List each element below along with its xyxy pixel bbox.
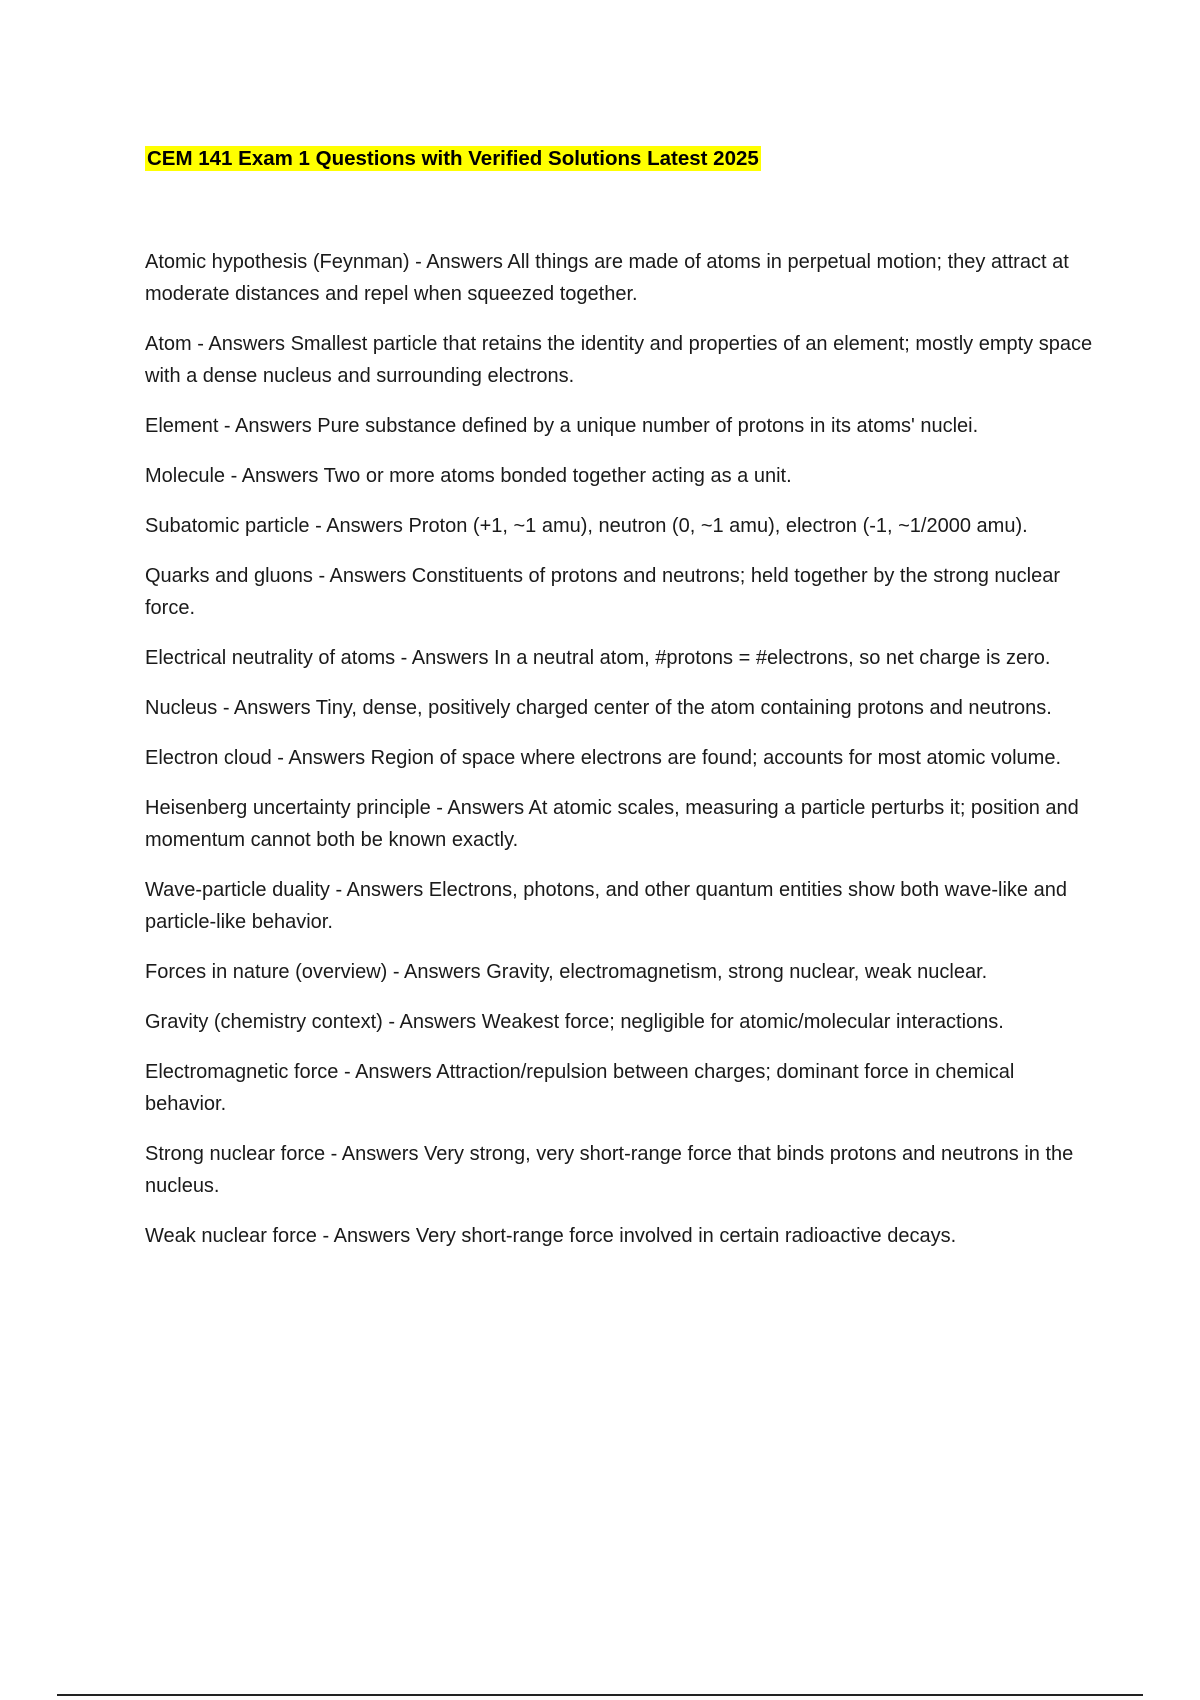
qa-entry: Wave-particle duality - Answers Electrons, photons, and other quantum entities show both wave-like and particle-like behavior. <box>145 879 1067 933</box>
qa-entry: Quarks and gluons - Answers Constituents of protons and neutrons; held together by the strong nuclear force. <box>145 565 1060 619</box>
qa-entry: Element - Answers Pure substance defined by a unique number of protons in its atoms' nuclei. <box>145 415 979 437</box>
qa-list <box>145 246 1093 1270</box>
qa-entry: Molecule - Answers Two or more atoms bonded together acting as a unit. <box>145 465 792 487</box>
qa-entry: Forces in nature (overview) - Answers Gravity, electromagnetism, strong nuclear, weak nuclear. <box>145 961 988 983</box>
qa-entry: Strong nuclear force - Answers Very strong, very short-range force that binds protons and neutrons in the nucleus. <box>145 1143 1074 1197</box>
qa-entry: Electron cloud - Answers Region of space where electrons are found; accounts for most atomic volume. <box>145 747 1062 769</box>
qa-entry: Atomic hypothesis (Feynman) - Answers All things are made of atoms in perpetual motion; they attract at moderate distances and repel when squeezed together. <box>145 251 1069 305</box>
qa-entry: Electromagnetic force - Answers Attraction/repulsion between charges; dominant force in chemical behavior. <box>145 1061 1015 1115</box>
qa-entry: Nucleus - Answers Tiny, dense, positively charged center of the atom containing protons and neutrons. <box>145 697 1052 719</box>
qa-entry: Weak nuclear force - Answers Very short-range force involved in certain radioactive decays. <box>145 1225 957 1247</box>
document-title <box>145 145 761 173</box>
qa-entry: Atom - Answers Smallest particle that retains the identity and properties of an element; mostly empty space with a dense nucleus and surrounding electrons. <box>145 333 1093 387</box>
title-highlight: CEM 141 Exam 1 Questions with Verified Solutions Latest 2025 <box>147 147 759 170</box>
qa-entry: Electrical neutrality of atoms - Answers In a neutral atom, #protons = #electrons, so net charge is zero. <box>145 647 1051 669</box>
qa-entry: Gravity (chemistry context) - Answers Weakest force; negligible for atomic/molecular interactions. <box>145 1011 1004 1033</box>
footer-divider <box>57 1694 1143 1696</box>
qa-entry: Heisenberg uncertainty principle - Answers At atomic scales, measuring a particle perturbs it; position and momentum cannot both be known exactly. <box>145 797 1079 851</box>
qa-entry: Subatomic particle - Answers Proton (+1, ~1 amu), neutron (0, ~1 amu), electron (-1, ~1/2000 amu). <box>145 515 1028 537</box>
